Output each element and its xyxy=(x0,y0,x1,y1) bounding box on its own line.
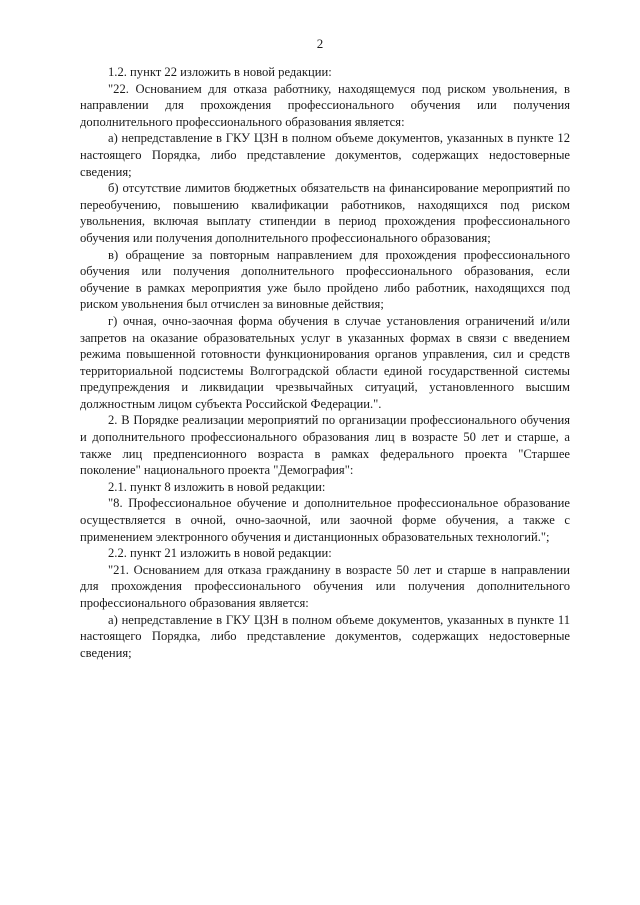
paragraph-22-b: б) отсутствие лимитов бюджетных обязательств на финансирование мероприятий по переобучению, повышению квалификации работников, находящихся под риском увольнения, включая выплату стипендии в период прохождения профессионального обучения или получения дополнительного профессионального образования; xyxy=(80,181,570,245)
paragraph-2-intro: 2. В Порядке реализации мероприятий по организации профессионального обучения и дополнительного профессионального образования лиц в возрасте 50 лет и старше, а также лиц предпенсионного возраста в рамках федерального проекта "Старшее поколение" национального проекта "Демография": xyxy=(80,413,570,478)
paragraph-22-a: а) непредставление в ГКУ ЦЗН в полном объеме документов, указанных в пункте 12 настоящего Порядка, либо представление документов, содержащих недостоверные сведения; xyxy=(80,131,570,179)
document-body xyxy=(80,64,570,661)
paragraph-21-intro: "21. Основанием для отказа гражданину в возрасте 50 лет и старше в направлении для прохождения профессионального обучения или получения дополнительного профессионального образования является: xyxy=(80,562,570,610)
paragraph-2-2-heading: 2.2. пункт 21 изложить в новой редакции: xyxy=(108,546,332,561)
paragraph-22-g: г) очная, очно-заочная форма обучения в случае установления ограничений и/или запретов на оказание образовательных услуг в указанных формах в связи с введением режима повышенной готовности функционирования органов управления, сил и средств территориальной подсистемы Волгоградской области единой государственной системы предупреждения и ликвидации чрезвычайных ситуаций, установленного высшим должностным лицом субъекта Российской Федерации.". xyxy=(80,313,570,411)
paragraph-2-1-heading: 2.1. пункт 8 изложить в новой редакции: xyxy=(108,479,326,494)
paragraph-22-v: в) обращение за повторным направлением для прохождения профессионального обучения или получения дополнительного профессионального образования, если обучение в рамках мероприятия уже было пройдено либо работник, находящихся под риском увольнения был отчислен за виновные действия; xyxy=(80,247,570,312)
paragraph-22-intro: "22. Основанием для отказа работнику, находящемуся под риском увольнения, в направлении для прохождения профессионального обучения или получения дополнительного профессионального образования является: xyxy=(80,81,570,129)
paragraph-1-2-heading: 1.2. пункт 22 изложить в новой редакции: xyxy=(108,65,332,79)
page-number: 2 xyxy=(316,36,324,51)
paragraph-8-text: "8. Профессиональное обучение и дополнительное профессиональное образование осуществляется в очной, очно-заочной, или заочной форме обучения, а также с применением электронного обучения и дистанционных образовательных технологий."; xyxy=(80,496,570,544)
paragraph-21-a: а) непредставление в ГКУ ЦЗН в полном объеме документов, указанных в пункте 11 настоящего Порядка, либо представление документов, содержащих недостоверные сведения; xyxy=(80,612,570,660)
